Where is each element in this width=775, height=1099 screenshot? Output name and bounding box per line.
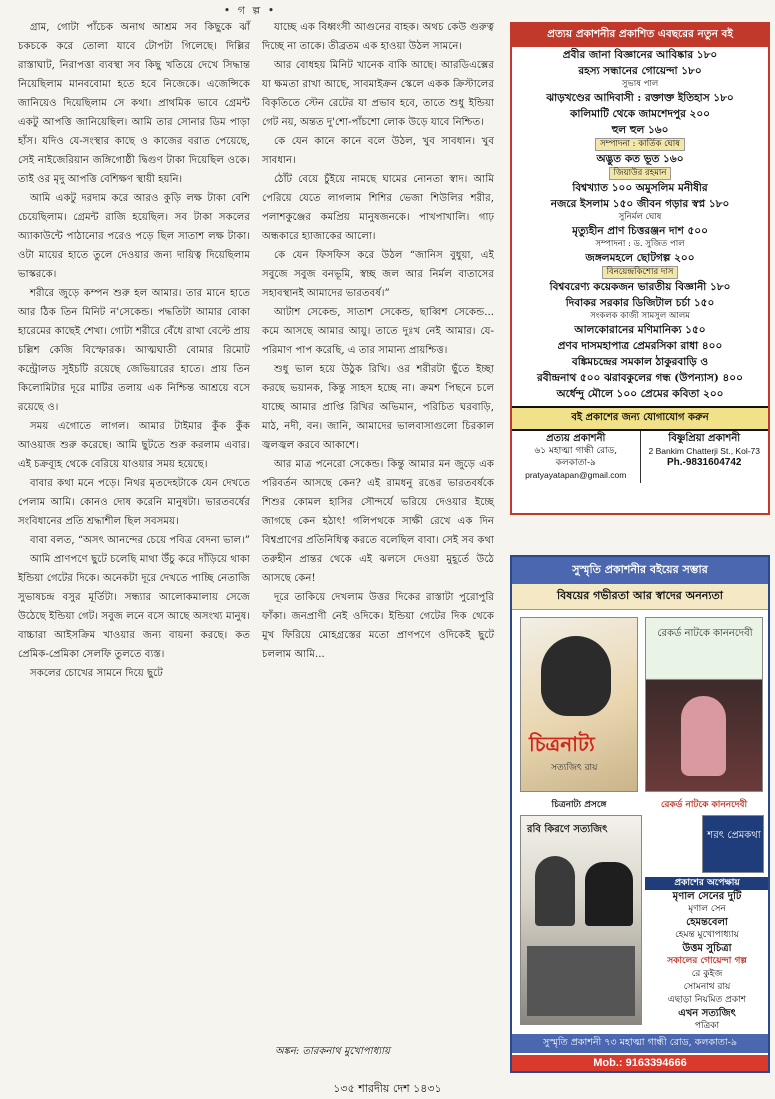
paragraph: বাবা বলত, “অসৎ আনন্দের চেয়ে পবিত্র বেদনা ভাল।” bbox=[30, 535, 250, 546]
book-listing: কালিমাটি থেকে জামশেদপুর ২০০ bbox=[569, 108, 710, 120]
promo-line: সকালের গোয়েন্দা গল্প bbox=[667, 956, 747, 966]
ad1-contact-bar: বই প্রকাশের জন্য যোগাযোগ করুন bbox=[512, 406, 768, 431]
paragraph: যাচ্ছে এক বিধ্বংসী আগুনের বাহক। অথচ কেউ গুরুত্ব দিচ্ছে না তাকে। তীব্রতম এক হাওয়া উঠল সামনে। bbox=[262, 22, 494, 52]
book-listing: মৃত্যুহীন প্রাণ চিত্তরঞ্জন দাশ ৫০০ bbox=[572, 225, 708, 237]
book-cover-rabi-kirane bbox=[520, 815, 642, 1025]
book-cover-chitranatya bbox=[520, 617, 638, 792]
book-listing: হুল হুল ১৬০ bbox=[611, 124, 669, 136]
paragraph: দূরে তাকিয়ে দেখলাম উত্তর দিকের রাস্তাটা পুরোপুরি ফাঁকা। জনপ্রাণী নেই ওদিকে। ইন্ডিয়া গেটের দিক থেকে মুখ ফিরিয়ে মোহগ্রস্তের মতো প্রাণপণে ওদিকেই ছুটে চললাম আমি... bbox=[262, 592, 494, 660]
article-column-1 bbox=[18, 18, 250, 683]
book-listing: জঙ্গলমহলে ছোটগল্প ২০০ bbox=[585, 252, 695, 264]
author-line bbox=[512, 266, 768, 279]
page-footer: ১৩৫ শারদীয় দেশ ১৪৩১ bbox=[333, 1082, 442, 1095]
pub2-name: বিষ্ণুপ্রিয়া প্রকাশনী bbox=[668, 433, 741, 444]
book-listing: নজরে ইসলাম ১৫০ জীবন গড়ার স্বপ্ন ১৮০ bbox=[550, 198, 730, 210]
author-line bbox=[512, 167, 768, 180]
paragraph: সকলের চোখের সামনে দিয়ে ছুটে bbox=[30, 668, 163, 679]
caption-chitranatya: চিত্রনাট্য প্রসঙ্গে bbox=[551, 800, 607, 810]
promo-line: সোমনাথ রায় bbox=[683, 982, 731, 992]
pub1-email: pratyayatapan@gmail.com bbox=[525, 470, 627, 480]
promo-line: মৃণাল সেনের দুটি bbox=[672, 891, 742, 902]
ad1-publishers bbox=[512, 431, 768, 483]
author-line bbox=[512, 79, 768, 90]
author-line bbox=[512, 138, 768, 151]
cover1-title: চিত্রনাট্য bbox=[529, 732, 595, 756]
paragraph: আমি প্রাণপণে ছুটে চলেছি মাথা উঁচু করে দাঁড়িয়ে থাকা ইন্ডিয়া গেটের দিকে। অনেকটা দূরে দেখতে পাচ্ছি নেতাজি সুভাষচন্দ্র বসুর মূর্তিটা। সন্ধ্যার আলোকমালায় সেজে উঠেছে ইন্ডিয়া গেট। সবুজ লনে বসে আছে অসংখ্য মানুষ। বাচ্চারা আইসক্রিম খাওয়ার জন্য বায়না করছে। কত প্রেমিক-প্রেমিকা সেলফি তুলতে ব্যস্ত। bbox=[18, 554, 250, 660]
author-line bbox=[512, 311, 768, 322]
promo-line: এছাড়া নিয়মিত প্রকাশ bbox=[667, 995, 747, 1005]
portrait-silhouette bbox=[541, 636, 611, 716]
paragraph: আটাশ সেকেন্ড, সাতাশ সেকেন্ড, ছাব্বিশ সেকেন্ড... কমে আসছে আমার আয়ু। তাতে দুঃখ নেই আমার। যে-পরিমাণ পাপ করেছি, এ তার সামান্য প্রায়শ্চিত্ত। bbox=[262, 307, 494, 356]
susmriti-publisher-ad bbox=[510, 555, 770, 1073]
paragraph: শরীরে জুড়ে কম্পন শুরু হল আমার। তার মানে হাতে আর ঠিক তিন মিনিট ন'সেকেন্ড। পদ্ধতিটা আমার বোকা হারেমের কাছেই শেখা। গোটা শরীরে বেঁধে রাখা বেল্টে প্রায় চল্লিশ কেজি বিস্ফোরক। আত্মঘাতী বোমার রিমোট কন্ট্রোলড সুইচটি রয়েছে জেভিয়ারের হাতে। প্রায় তিন কিলোমিটার দূরে মাটির তলায় এক নিশ্চিন্ত আশ্রয়ে বসে রয়েছে ও। bbox=[18, 288, 250, 413]
pub2-phone: Ph.-9831604742 bbox=[666, 457, 742, 468]
cover4-title: শরৎ প্রেমকথা bbox=[707, 830, 761, 841]
paragraph: কে যেন কানে কানে বলে উঠল, খুব সাবধান। খুব সাবধান। bbox=[262, 136, 494, 166]
author-name: জিয়াউর রহমান bbox=[609, 167, 672, 180]
promo-line: উত্তম সুচিত্রা bbox=[682, 943, 732, 954]
book-listing: আলকোরানের মণিমানিক্য ১৫০ bbox=[574, 324, 706, 336]
author-name: সম্পাদনা : ড. সুজিত পাল bbox=[595, 239, 685, 249]
book-listing: প্রণব দাসমহাপাত্র প্রেমরসিকা রাধা ৪০০ bbox=[557, 340, 723, 352]
paragraph: সময় এগোতে লাগল। আমার টাইমার কুঁক কুঁক আওয়াজ শুরু করেছে। আমি ছুটতে শুরু করলাম এবার। এই চক্রব্যূহ থেকে বেরিয়ে যাওয়ার সময় হয়েছে। bbox=[18, 421, 250, 470]
promo-line: হেমন্তবেলা bbox=[686, 917, 728, 928]
promo-line: হেমন্ত মুখোপাধ্যায় bbox=[675, 930, 739, 940]
promo-line: মৃণাল সেন bbox=[688, 904, 726, 914]
book-listing: ঝাড়খণ্ডের আদিবাসী : রক্তাক্ত ইতিহাস ১৮০ bbox=[546, 92, 734, 104]
author-name: সুনির্মল ঘোষ bbox=[618, 212, 662, 222]
paragraph: শুধু ভাল হয়ে উঠুক রিখি। ওর শরীরটা ছুঁতে ইচ্ছা করছে ভয়ানক, কিন্তু সাহস হচ্ছে না। ক্রমশ পিছনে চলে যাচ্ছে আমার প্রাপ্তি রিখির অভিমান, পরিচিত ঘরবাড়ি, মাঠ, নদী, বন। জানি, আমাদের ভালবাসাগুলো চিরকাল জ্বলজ্বল করবে আকাশে। bbox=[262, 364, 494, 451]
section-header: • গ ল্প • bbox=[223, 4, 277, 17]
caption-kanandevi: রেকর্ড নাটকে কাননদেবী bbox=[660, 800, 748, 810]
author-name: সংকলক কাজী সামসুল আলম bbox=[590, 311, 690, 321]
cover3-title: রবি কিরণে সত্যজিৎ bbox=[527, 824, 608, 835]
cover2-title: রেকর্ড নাটকে কাননদেবী bbox=[657, 628, 753, 639]
ad1-title: প্রত্যয় প্রকাশনীর প্রকাশিত এবছরের নতুন বই bbox=[512, 24, 768, 47]
book-listing: রবীন্দ্রনাথ ৫০০ ঝরাবকুলের গন্ধ (উপন্যাস) ৪০০ bbox=[537, 372, 743, 384]
photo-collage bbox=[527, 946, 635, 1016]
ad2-address-bar: সুস্মৃতি প্রকাশনী ৭৩ মহাত্মা গান্ধী রোড, কলকাতা-৯ bbox=[512, 1034, 768, 1053]
promo-line: প্রকাশের অপেক্ষায় bbox=[645, 877, 769, 890]
book-listing: প্রবীর জানা বিজ্ঞানের আবিষ্কার ১৮০ bbox=[562, 49, 718, 61]
paragraph: আর বোধহয় মিনিট খানেক বাকি আছে। আরডিএক্সের যা ক্ষমতা রাখা আছে, সাবমাইক্রন স্কেলে একক ক্রিস্টালের বিকৃতিতে স্টেন রেটের যা প্রভাব হবে, তাতে শুধু ইন্ডিয়া গেট নয়, অন্তত দু'শো-পাঁচশো লোক উড়ে যাবে নিশ্চিত। bbox=[262, 60, 494, 128]
ad1-book-list bbox=[512, 47, 768, 402]
publisher-vishnupriya bbox=[640, 431, 769, 483]
promo-line: রে কুইজ bbox=[691, 969, 723, 979]
ad2-title: সুস্মৃতি প্রকাশনীর বইয়ের সম্ভার bbox=[512, 557, 768, 584]
paragraph: আর মাত্র পনেরো সেকেন্ড। কিন্তু আমার মন জুড়ে এক পরিবর্তন আসছে কেন? এই রামধনু রঙের ভারতবর্ষকে শিশুর কোমল হাসির সৌন্দর্যে ভরিয়ে দেওয়ার ইচ্ছে জাগছে কেন হঠাৎ! গলিপথকে সাক্ষী রেখে এক দিন বিশ্বপ্রাণের প্রতিনিধিত্ব করতে বলেছিল বাবা। সেই সব কথা তরুহীন প্রান্তর থেকে এই ঝলসে দেওয়া মুহূর্তে উঠে আসছে কেন! bbox=[262, 459, 494, 584]
author-name: বিনয়েন্দ্রকিশোর দাস bbox=[602, 266, 679, 279]
paragraph: গ্রাম, গোটা পাঁচেক অনাথ আশ্রম সব কিছুকে ঝাঁ চকচকে করে তোলা যাবে টোপটা গিলেছে। দিল্লির রাস্তাঘাট, নিরাপত্তা ব্যবস্থা সব কিছু খতিয়ে দেখে সিদ্ধান্ত নিয়েছিলাম মানববোমা হতে হবে নিজেকে। এজেন্সিকে জানিয়েও দিয়েছিলাম সে কথা। প্রাথমিক ভাবে গ্রেমন্ট একটু আপত্তি জানিয়েছিল। আমি তার সোনার ডিম পাড়া হাঁস। যদিও যে-সংস্থার কাছে ও কাজের বরাত পেয়েছে, সেই নাইজেরিয়ান জঙ্গিগোষ্ঠী দ্বিগুণ টাকা দিয়েছিল ওকে। তাই ওর মৃদু আপত্তি বেশিক্ষণ স্থায়ী হয়নি। bbox=[18, 22, 250, 185]
paragraph: আমি একটু দরদাম করে আরও কুড়ি লক্ষ টাকা বেশি চেয়েছিলাম। গ্রেমন্ট রাজি হয়েছিল। সব টাকা সকলের অ্যাকাউন্টে পাঠানোর পরেও পড়ে ছিল সাতাশ লক্ষ টাকা। ওটা মায়ের হাতে তুলে দেওয়ার জন্য দায়িত্ব দিয়েছিলাম ভাস্করকে। bbox=[18, 193, 250, 280]
book-listing: বিশ্বখ্যাত ১০০ অমুসলিম মনীষীর bbox=[572, 182, 708, 194]
author-name: সম্পাদনা : কার্তিক ঘোষ bbox=[595, 138, 685, 151]
author-line bbox=[512, 212, 768, 223]
cover1-author: সত্যজিৎ রায় bbox=[551, 763, 598, 773]
book-listing: রহস্য সন্ধানের গোয়েন্দা ১৮০ bbox=[578, 65, 702, 77]
ad2-mobile: Mob.: 9163394666 bbox=[512, 1055, 768, 1071]
author-line bbox=[512, 239, 768, 250]
paragraph: বাবার কথা মনে পড়ে। নিথর মৃতদেহটাকে যেন দেখতে পেলাম আমি। কোনও দোষ করেনি মানুষটা। ভারতবর্ষের সংবিধানের প্রতি শ্রদ্ধাশীল ছিল সবসময়। bbox=[18, 478, 250, 527]
promo-line: এখন সত্যজিৎ bbox=[678, 1008, 736, 1019]
photo-figure-2 bbox=[585, 862, 633, 926]
book-listing: বঙ্কিমচন্দ্রের সমকাল ঠাকুরবাড়ি ও bbox=[571, 356, 709, 368]
pub1-address: ৬১ মহাত্মা গান্ধী রোড, কলকাতা-৯ bbox=[534, 446, 618, 468]
illustration-credit: অঙ্কন: তারকনাথ মুখোপাধ্যায় bbox=[275, 1046, 390, 1057]
publisher-pratyay bbox=[512, 431, 640, 483]
pratyay-publisher-ad bbox=[510, 22, 770, 515]
article-column-2 bbox=[262, 18, 494, 664]
photo-figure-1 bbox=[535, 856, 575, 926]
upcoming-books bbox=[645, 877, 769, 1033]
book-listing: অদ্ভুত কত ভূত ১৬০ bbox=[596, 153, 684, 165]
ad2-slogan: বিষয়ের গভীরতা আর স্বাদের অনন্যতা bbox=[512, 584, 768, 610]
pub2-address: 2 Bankim Chatterji St., Kol-73 bbox=[648, 446, 760, 456]
author-name: সুভাষ পাল bbox=[621, 79, 659, 89]
paragraph: কে যেন ফিসফিস করে উঠল “জানিস বুধুয়া, এই সবুজে সবুজ বনভূমি, স্বচ্ছ জল আর নির্মল বাতাসের সহাবস্থানই আমাদের ভারতবর্ষ।” bbox=[262, 250, 494, 299]
book-cover-sharat-premkatha bbox=[702, 815, 764, 873]
pub1-name: প্রত্যয় প্রকাশনী bbox=[546, 433, 606, 444]
book-listing: অর্ধেন্দু মৌলে ১০০ প্রেমের কবিতা ২০০ bbox=[556, 388, 724, 400]
promo-line: পত্রিকা bbox=[694, 1021, 720, 1031]
book-listing: বিশ্ববরেণ্য কয়েকজন ভারতীয় বিজ্ঞানী ১৮০ bbox=[549, 281, 731, 293]
book-listing: দিবাকর সরকার ডিজিটাল চর্চা ১৫০ bbox=[565, 297, 715, 309]
paragraph: ঠোঁট বেয়ে চুঁইয়ে নামছে ঘামের নোনতা স্বাদ। আমি পেরিয়ে যেতে লাগলাম শিশির ভেজা শিউলির শরীর, পলাশকুঞ্জের কমপ্রিয় মানুষজনকে। পাখপাখালি। গাঢ় অন্ধকারে হ্যাজাকের আলো। bbox=[262, 174, 494, 242]
book-cover-kanandevi bbox=[645, 617, 763, 792]
portrait-figure bbox=[681, 696, 726, 776]
